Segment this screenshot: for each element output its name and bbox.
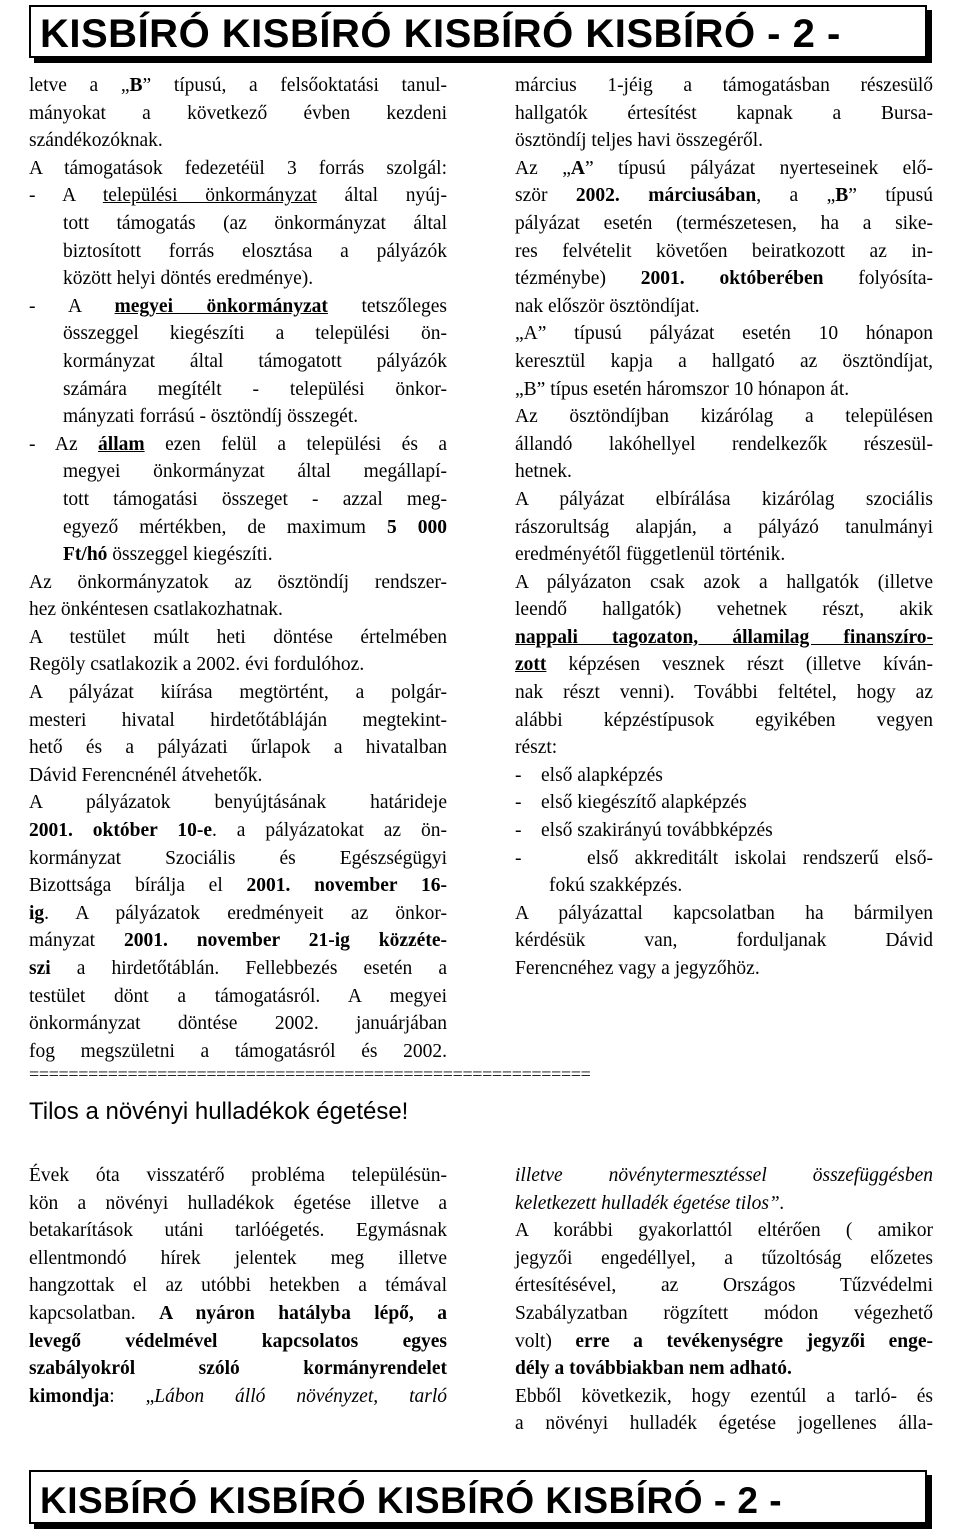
text-line: tézménybe) 2001. októberében folyósíta- <box>515 268 933 290</box>
text-line: önkormányzat döntése 2002. januárjában <box>29 1013 447 1035</box>
text-line: kön a növényi hulladékok égetése illetve a <box>29 1192 447 1214</box>
text-line: Dávid Ferencnénél átvehetők. <box>29 764 263 786</box>
list-item: - első szakirányú továbbképzés <box>515 820 773 842</box>
list-item: - első kiegészítő alapképzés <box>515 792 747 814</box>
text-line: egyező mértékben, de maximum 5 000 <box>63 516 447 538</box>
text-line: Szabályzatban rögzített módon végezhető <box>515 1302 933 1324</box>
text-line: szi a hirdetőtáblán. Fellebbezés esetén a <box>29 958 447 979</box>
text-line: kapcsolatban. A nyáron hatályba lépő, a <box>29 1302 447 1324</box>
text-line: fokú szakképzés. <box>549 875 683 897</box>
text-line: Az ösztöndíjban kizárólag a településen <box>515 406 933 428</box>
text-line: számára megítélt - települési önkor- <box>63 378 447 400</box>
text-line: A pályázatok benyújtásának határideje <box>29 792 447 814</box>
article1-right-column <box>515 72 933 983</box>
text-line: szándékozóknak. <box>29 130 163 152</box>
text-line: hető és a pályázati űrlapok a hivatalban <box>29 737 447 759</box>
text-line: A pályázat kiírása megtörtént, a polgár- <box>29 682 447 704</box>
text-line: „A” típusú pályázat esetén 10 hónapon <box>515 323 933 345</box>
text-line: mányzat 2001. november 21-ig közzéte- <box>29 930 447 952</box>
text-line: volt) erre a tevékenységre jegyzői enge- <box>515 1330 933 1352</box>
text-line: értesítésével, az Országos Tűzvédelmi <box>515 1275 933 1297</box>
text-line: a növényi hulladék égetése jogellenes álla- <box>515 1413 933 1435</box>
text-line: nappali tagozaton, államilag finanszíro- <box>515 626 933 648</box>
text-line: kormányzat Szociális és Egészségügyi <box>29 847 447 869</box>
text-line: Bizottsága bírálja el 2001. november 16- <box>29 875 447 897</box>
article2-left-column <box>29 1162 447 1410</box>
text-line: dély a továbbiakban nem adható. <box>515 1358 792 1380</box>
text-line: mesteri hivatal hirdetőtábláján megtekint- <box>29 709 447 731</box>
text-line: Az „A” típusú pályázat nyerteseinek elő- <box>515 157 933 179</box>
list-item: - első akkreditált iskolai rendszerű első- <box>515 847 933 869</box>
text-line: zott képzésen vesznek részt (illetve kíván- <box>515 654 933 676</box>
masthead-bottom: KISBÍRÓ KISBÍRÓ KISBÍRÓ KISBÍRÓ - 2 - <box>29 1470 927 1524</box>
text-line: március 1-jéig a támogatásban részesülő <box>515 75 933 96</box>
text-line: kimondja: „Lábon álló növényzet, tarló <box>29 1385 448 1407</box>
text-line: megyei önkormányzat által megállapí- <box>63 461 447 483</box>
text-line: állandó lakóhellyel rendelkezők részesül- <box>515 433 933 455</box>
article2-headline: Tilos a növényi hulladékok égetése! <box>29 1098 409 1125</box>
text-line: tott támogatási összeget - azzal meg- <box>63 488 447 510</box>
article2-right-column <box>515 1162 933 1438</box>
text-line: res felvételit követően beiratkozott az in- <box>515 240 933 262</box>
text-line: 2001. október 10-e. a pályázatokat az ön- <box>29 820 447 842</box>
text-line: Évek óta visszatérő probléma településün- <box>29 1165 447 1186</box>
text-line: ig. A pályázatok eredményeit az önkor- <box>29 902 447 924</box>
text-line: A korábbi gyakorlattól eltérően ( amikor <box>515 1220 933 1242</box>
text-line: Regöly csatlakozik a 2002. évi fordulóhoz. <box>29 654 365 676</box>
text-line: kormányzat által támogatott pályázók <box>63 350 447 372</box>
list-item: - első alapképzés <box>515 764 663 786</box>
text-line: levegő védelmével kapcsolatos egyes <box>29 1330 447 1352</box>
text-line: mányokat a következő évben kezdeni <box>29 102 447 124</box>
text-line: A támogatások fedezetéül 3 forrás szolgál: <box>29 157 447 179</box>
text-line: fog megszületni a támogatásról és 2002. <box>29 1040 447 1062</box>
text-line: nak részt venni). További feltétel, hogy az <box>515 682 933 704</box>
text-line: jegyzői engedéllyel, a tűzoltóság előzetes <box>515 1247 933 1269</box>
text-line: nak először ösztöndíjat. <box>515 295 700 317</box>
text-line: A testület múlt heti döntése értelmében <box>29 626 447 648</box>
text-line: eredményétől függetlenül történik. <box>515 544 786 566</box>
text-line: biztosított forrás elosztása a pályázók <box>63 240 447 262</box>
text-line: „B” típus esetén háromszor 10 hónapon át. <box>515 378 850 400</box>
text-line: között helyi döntés eredménye). <box>63 268 314 290</box>
text-line: rászorultság alapján, a pályázó tanulmányi <box>515 516 933 538</box>
text-line: A pályázattal kapcsolatban ha bármilyen <box>515 902 933 924</box>
text-line: A pályázat elbírálása kizárólag szociális <box>515 488 933 510</box>
text-line: ször 2002. márciusában, a „B” típusú <box>515 185 933 207</box>
text-line: Ebből következik, hogy ezentúl a tarló- és <box>515 1385 933 1407</box>
text-line: ellentmondó hírek jelentek meg illetve <box>29 1247 447 1269</box>
text-line: letve a „B” típusú, a felsőoktatási tanul- <box>29 75 447 96</box>
text-line: Ft/hó összeggel kiegészíti. <box>63 544 273 566</box>
text-line: - A települési önkormányzat által nyúj- <box>29 185 447 207</box>
text-line: részt: <box>515 737 558 759</box>
text-line: összeggel kiegészíti a települési ön- <box>63 323 447 345</box>
text-line: hangzottak el az utóbbi hetekben a témával <box>29 1275 447 1297</box>
text-line: A pályázaton csak azok a hallgatók (illetve <box>515 571 933 593</box>
text-line: keresztül kapja a hallgató az ösztöndíjat, <box>515 350 933 372</box>
text-line: Az önkormányzatok az ösztöndíj rendszer- <box>29 571 447 593</box>
text-line: illetve növénytermesztéssel összefüggésben <box>515 1165 933 1186</box>
text-line: ösztöndíj teljes havi összegéről. <box>515 130 764 152</box>
text-line: - A megyei önkormányzat tetszőleges <box>29 295 447 317</box>
text-line: Ferencnéhez vagy a jegyzőhöz. <box>515 958 760 979</box>
text-line: kérdésük van, forduljanak Dávid <box>515 930 933 952</box>
text-line: tott támogatás (az önkormányzat által <box>63 212 447 234</box>
text-line: hallgatók értesítést kapnak a Bursa- <box>515 102 933 124</box>
masthead-top: KISBÍRÓ KISBÍRÓ KISBÍRÓ KISBÍRÓ - 2 - <box>29 5 927 58</box>
text-line: mányzati forrású - ösztöndíj összegét. <box>63 406 359 428</box>
text-line: alábbi képzéstípusok egyikében vegyen <box>515 709 933 731</box>
text-line: testület dönt a támogatásról. A megyei <box>29 985 447 1007</box>
text-line: leendő hallgatók) vehetnek részt, akik <box>515 599 933 621</box>
article1-left-column <box>29 72 447 1065</box>
text-line: hez önkéntesen csatlakozhatnak. <box>29 599 283 621</box>
section-separator: ========================================================= <box>29 1064 591 1084</box>
text-line: - Az állam ezen felül a települési és a <box>29 433 448 455</box>
text-line: betakarítások utáni tarlóégetés. Egymásnak <box>29 1220 447 1242</box>
text-line: szabályokról szóló kormányrendelet <box>29 1358 447 1380</box>
text-line: keletkezett hulladék égetése tilos”. <box>515 1192 785 1214</box>
text-line: pályázat esetén (természetesen, ha a sike- <box>515 212 933 234</box>
text-line: hetnek. <box>515 461 572 483</box>
